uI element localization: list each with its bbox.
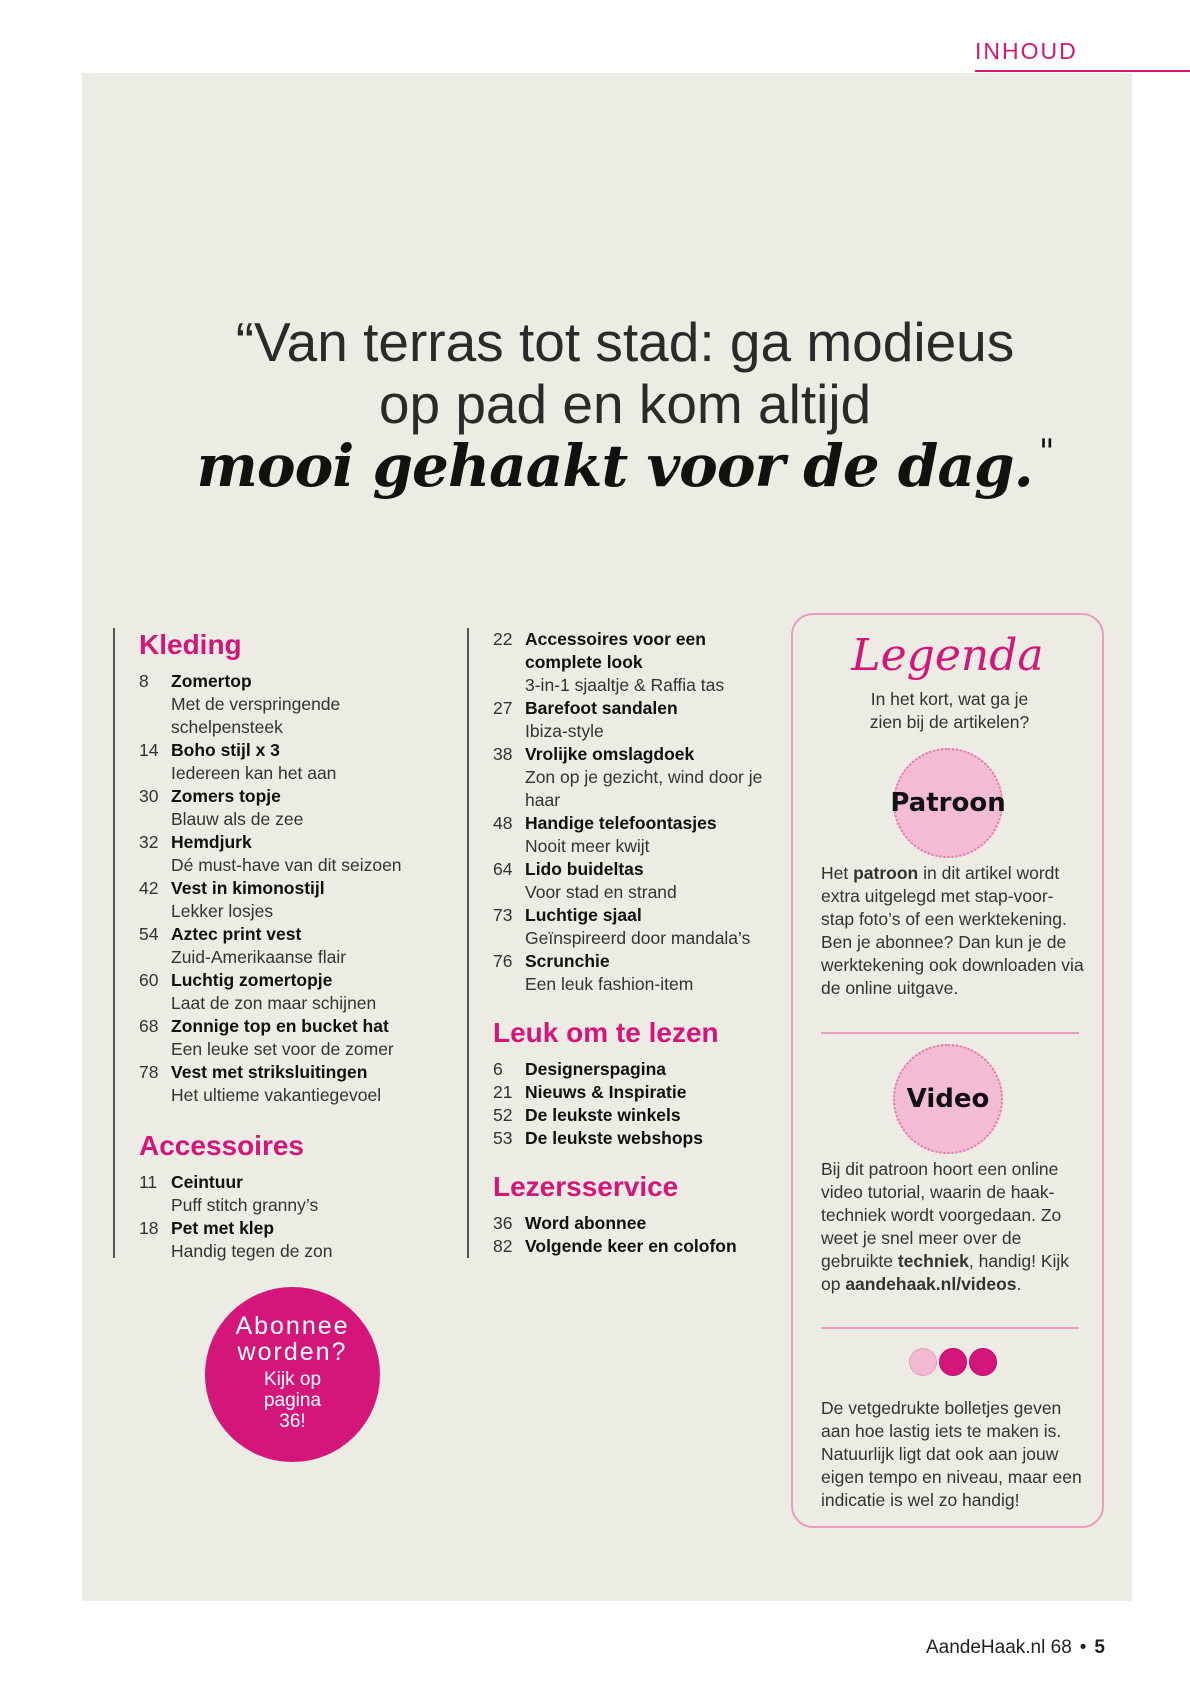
toc-entry[interactable]: [493, 1104, 765, 1127]
toc-entry[interactable]: [493, 1212, 765, 1235]
subscribe-heading: Abonnee worden?: [235, 1312, 350, 1366]
toc-entry-title: Barefoot sandalen: [525, 698, 678, 718]
toc-page-number: 64: [493, 859, 513, 879]
category-title-kleding: Kleding: [139, 629, 242, 660]
toc-entry-subtitle: Een leuke set voor de zomer: [171, 1039, 394, 1059]
toc-page-number: 48: [493, 813, 513, 833]
toc-entry-title: Zomers topje: [171, 786, 281, 806]
toc-entry[interactable]: [493, 628, 765, 697]
toc-entry-title: Pet met klep: [171, 1218, 275, 1238]
toc-page-number: 32: [139, 832, 159, 852]
toc-page-number: 42: [139, 878, 159, 898]
difficulty-dots: [909, 1348, 997, 1376]
toc-page-number: 60: [139, 970, 159, 990]
toc-entry[interactable]: [139, 1015, 411, 1061]
toc-page-number: 22: [493, 629, 513, 649]
quote-script-text: mooi gehaakt voor de dag.: [196, 432, 1033, 500]
toc-entry-title: Vrolijke omslagdoek: [525, 744, 695, 764]
toc-page-number: 38: [493, 744, 513, 764]
quote-line-1: “Van terras tot stad: ga modieus: [235, 311, 1015, 373]
toc-page-number: 68: [139, 1016, 159, 1036]
toc-entry[interactable]: [139, 1061, 411, 1107]
quote-line-2: op pad en kom altijd: [378, 373, 872, 435]
legend-intro: In het kort, wat ga je zien bij de artikelen?: [869, 689, 1030, 732]
category-title-accessoires: Accessoires: [139, 1130, 305, 1161]
toc-entry[interactable]: [139, 785, 411, 831]
toc-entry[interactable]: [493, 1127, 765, 1150]
footer-page-number: 5: [1094, 1637, 1105, 1658]
toc-entry-title: Hemdjurk: [171, 832, 252, 852]
toc-entry-title: Volgende keer en colofon: [525, 1236, 737, 1256]
toc-list-leuk: [493, 1058, 765, 1150]
toc-entry[interactable]: [493, 1235, 765, 1258]
section-tag: INHOUD: [975, 38, 1078, 64]
video-badge: Video: [893, 1044, 1003, 1154]
toc-page-number: 18: [139, 1218, 159, 1238]
toc-entry-title: Ceintuur: [171, 1172, 243, 1192]
toc-list-accessoires: [139, 1171, 411, 1263]
toc-entry-title: Zomertop: [171, 671, 252, 691]
toc-entry-title: Accessoires voor een complete look: [525, 629, 706, 672]
toc-entry-title: De leukste winkels: [525, 1105, 681, 1125]
toc-entry[interactable]: [139, 969, 411, 1015]
toc-entry-title: Nieuws & Inspiratie: [525, 1082, 687, 1102]
toc-entry-title: Vest in kimonostijl: [171, 878, 325, 898]
video-description: Bij dit patroon hoort een online video tutorial, waarin de haak-techniek wordt voorgedaan. Zo weet je snel meer over de gebruikte techniek, handig! Kijk op aandehaak.nl/videos.: [821, 1159, 1070, 1294]
toc-entry[interactable]: [139, 923, 411, 969]
toc-entry[interactable]: [493, 950, 765, 996]
toc-entry-subtitle: Voor stad en strand: [525, 882, 677, 902]
toc-entry-subtitle: Ibiza-style: [525, 721, 604, 741]
toc-entry[interactable]: [139, 670, 411, 739]
toc-entry-title: Vest met striksluitingen: [171, 1062, 368, 1082]
toc-entry[interactable]: [493, 1081, 765, 1104]
quote-script: [130, 432, 1120, 500]
toc-page-number: 21: [493, 1082, 513, 1102]
quote-close-mark: ": [1038, 432, 1054, 472]
toc-entry-subtitle: Geïnspireerd door mandala’s: [525, 928, 751, 948]
toc-entry-subtitle: Zuid-Amerikaanse flair: [171, 947, 347, 967]
toc-entry[interactable]: [139, 739, 411, 785]
toc-page-number: 52: [493, 1105, 513, 1125]
toc-entry[interactable]: [493, 812, 765, 858]
toc-entry-subtitle: Puff stitch granny’s: [171, 1195, 319, 1215]
toc-entry-subtitle: Blauw als de zee: [171, 809, 304, 829]
section-tag-rule: [975, 70, 1190, 72]
toc-entry-subtitle: Lekker losjes: [171, 901, 274, 921]
toc-entry-title: Boho stijl x 3: [171, 740, 280, 760]
toc-entry-title: Luchtig zomertopje: [171, 970, 333, 990]
toc-entry-title: Handige telefoontasjes: [525, 813, 717, 833]
toc-entry-title: De leukste webshops: [525, 1128, 703, 1148]
toc-entry-subtitle: 3-in-1 sjaaltje & Raffia tas: [525, 675, 725, 695]
patroon-badge: Patroon: [893, 748, 1003, 858]
toc-entry-title: Aztec print vest: [171, 924, 302, 944]
toc-entry-title: Zonnige top en bucket hat: [171, 1016, 389, 1036]
toc-page-number: 8: [139, 671, 149, 691]
toc-page-number: 54: [139, 924, 159, 944]
toc-entry-title: Lido buideltas: [525, 859, 644, 879]
toc-page-number: 6: [493, 1059, 503, 1079]
toc-entry-subtitle: Zon op je gezicht, wind door je haar: [525, 767, 763, 810]
toc-entry-subtitle: Een leuk fashion-item: [525, 974, 694, 994]
toc-entry[interactable]: [493, 858, 765, 904]
toc-entry-subtitle: Handig tegen de zon: [171, 1241, 333, 1261]
category-title-lezers: Lezersservice: [493, 1171, 679, 1202]
toc-entry-title: Designerspagina: [525, 1059, 667, 1079]
toc-entry[interactable]: [493, 743, 765, 812]
toc-column-2: [467, 628, 765, 1258]
toc-page-number: 27: [493, 698, 513, 718]
toc-list-kleding: [139, 670, 411, 1107]
patroon-description: Het patroon in dit artikel wordt extra uitgelegd met stap-voor-stap foto’s of een werktekening. Ben je abonnee? Dan kun je de werktekening ook downloaden via de online uitgave.: [821, 863, 1084, 998]
toc-list-col2: [493, 628, 765, 996]
toc-entry-title: Word abonnee: [525, 1213, 647, 1233]
toc-entry[interactable]: [493, 697, 765, 743]
toc-entry[interactable]: [493, 1058, 765, 1081]
footer-bullet: •: [1079, 1637, 1087, 1658]
toc-page-number: 36: [493, 1213, 513, 1233]
page-footer: [926, 1637, 1105, 1659]
toc-entry-subtitle: Dé must-have van dit seizoen: [171, 855, 402, 875]
difficulty-dot-icon: [939, 1348, 967, 1376]
toc-entry-subtitle: Met de verspringende schelpensteek: [171, 694, 341, 737]
toc-list-lezers: [493, 1212, 765, 1258]
toc-entry-subtitle: Nooit meer kwijt: [525, 836, 650, 856]
difficulty-dot-icon: [969, 1348, 997, 1376]
toc-page-number: 73: [493, 905, 513, 925]
toc-entry[interactable]: [139, 1217, 411, 1263]
subscribe-circle[interactable]: [205, 1287, 380, 1462]
legend-title: Legenda: [851, 630, 1044, 681]
toc-column-1: [113, 628, 411, 1261]
subscribe-subtext: Kijk op pagina 36!: [263, 1369, 322, 1432]
legend-divider-1: [821, 1032, 1079, 1034]
toc-page-number: 78: [139, 1062, 159, 1082]
toc-entry-subtitle: Laat de zon maar schijnen: [171, 993, 377, 1013]
toc-entry-title: Luchtige sjaal: [525, 905, 642, 925]
footer-site: AandeHaak.nl 68: [925, 1637, 1072, 1658]
toc-entry-title: Scrunchie: [525, 951, 610, 971]
toc-entry[interactable]: [139, 877, 411, 923]
toc-page-number: 11: [139, 1172, 158, 1192]
toc-entry-subtitle: Het ultieme vakantiegevoel: [171, 1085, 382, 1105]
toc-page-number: 14: [139, 740, 159, 760]
toc-page-number: 53: [493, 1128, 513, 1148]
toc-page-number: 76: [493, 951, 513, 971]
legend-box: [791, 613, 1104, 1528]
difficulty-dot-icon: [909, 1348, 937, 1376]
legend-divider-2: [821, 1327, 1079, 1329]
difficulty-description: De vetgedrukte bolletjes geven aan hoe lastig iets te maken is. Natuurlijk ligt dat ook aan jouw eigen tempo en niveau, maar een indicatie is wel zo handig!: [821, 1398, 1082, 1510]
toc-entry[interactable]: [493, 904, 765, 950]
toc-entry[interactable]: [139, 831, 411, 877]
toc-page-number: 82: [493, 1236, 513, 1256]
toc-entry[interactable]: [139, 1171, 411, 1217]
category-title-leuk: Leuk om te lezen: [493, 1017, 719, 1048]
toc-entry-subtitle: Iedereen kan het aan: [171, 763, 337, 783]
toc-page-number: 30: [139, 786, 159, 806]
